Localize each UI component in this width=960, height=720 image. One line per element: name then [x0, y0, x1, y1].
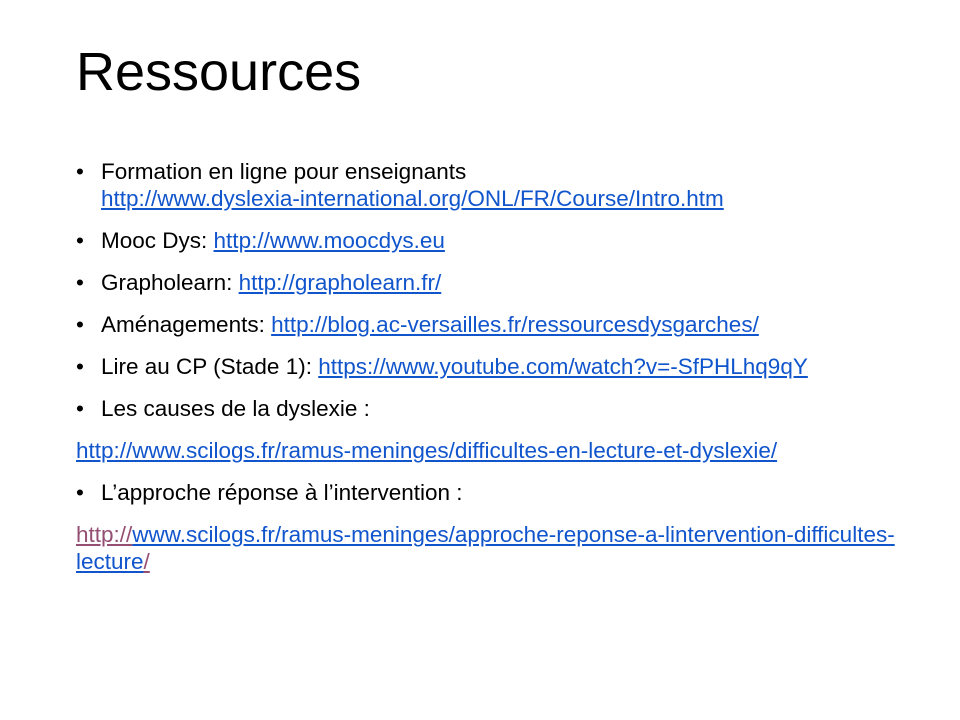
causes-link-paragraph [76, 437, 916, 464]
slide-body [76, 158, 916, 590]
bullet-label: Grapholearn: [101, 270, 233, 295]
bullet-grapholearn [76, 269, 916, 296]
bullet-lire-au-cp [76, 353, 916, 380]
bullet-causes-dyslexie [76, 395, 916, 422]
link-moocdys[interactable]: http://www.moocdys.eu [213, 228, 445, 253]
link-ac-versailles[interactable]: http://blog.ac-versailles.fr/ressourcesdysgarches/ [271, 312, 759, 337]
link-grapholearn[interactable]: http://grapholearn.fr/ [238, 270, 442, 295]
approche-link-paragraph [76, 521, 916, 575]
link-youtube[interactable]: https://www.youtube.com/watch?v=-SfPHLhq9qY [318, 354, 808, 379]
link-scilogs-causes[interactable]: http://www.scilogs.fr/ramus-meninges/difficultes-en-lecture-et-dyslexie/ [76, 438, 778, 463]
bullet-label: Mooc Dys: [101, 228, 208, 253]
bullet-mooc-dys [76, 227, 916, 254]
link-dyslexia-international[interactable]: http://www.dyslexia-international.org/ONL/FR/Course/Intro.htm [101, 186, 724, 211]
bullet-formation [76, 158, 916, 212]
link-approche-suffix[interactable]: / [143, 549, 150, 574]
bullet-label: Lire au CP (Stade 1): [101, 354, 312, 379]
bullet-label: Les causes de la dyslexie : [101, 396, 370, 421]
bullet-label: Aménagements: [101, 312, 265, 337]
bullet-label: L’approche réponse à l’intervention : [101, 480, 463, 505]
bullet-amenagements [76, 311, 916, 338]
link-scilogs-approche[interactable]: www.scilogs.fr/ramus-meninges/approche-reponse-a-lintervention-difficultes-lecture [76, 522, 895, 574]
link-approche-prefix[interactable]: http:// [76, 522, 133, 547]
bullet-approche [76, 479, 916, 506]
slide-title: Ressources [76, 42, 362, 102]
bullet-label: Formation en ligne pour enseignants [101, 159, 467, 184]
